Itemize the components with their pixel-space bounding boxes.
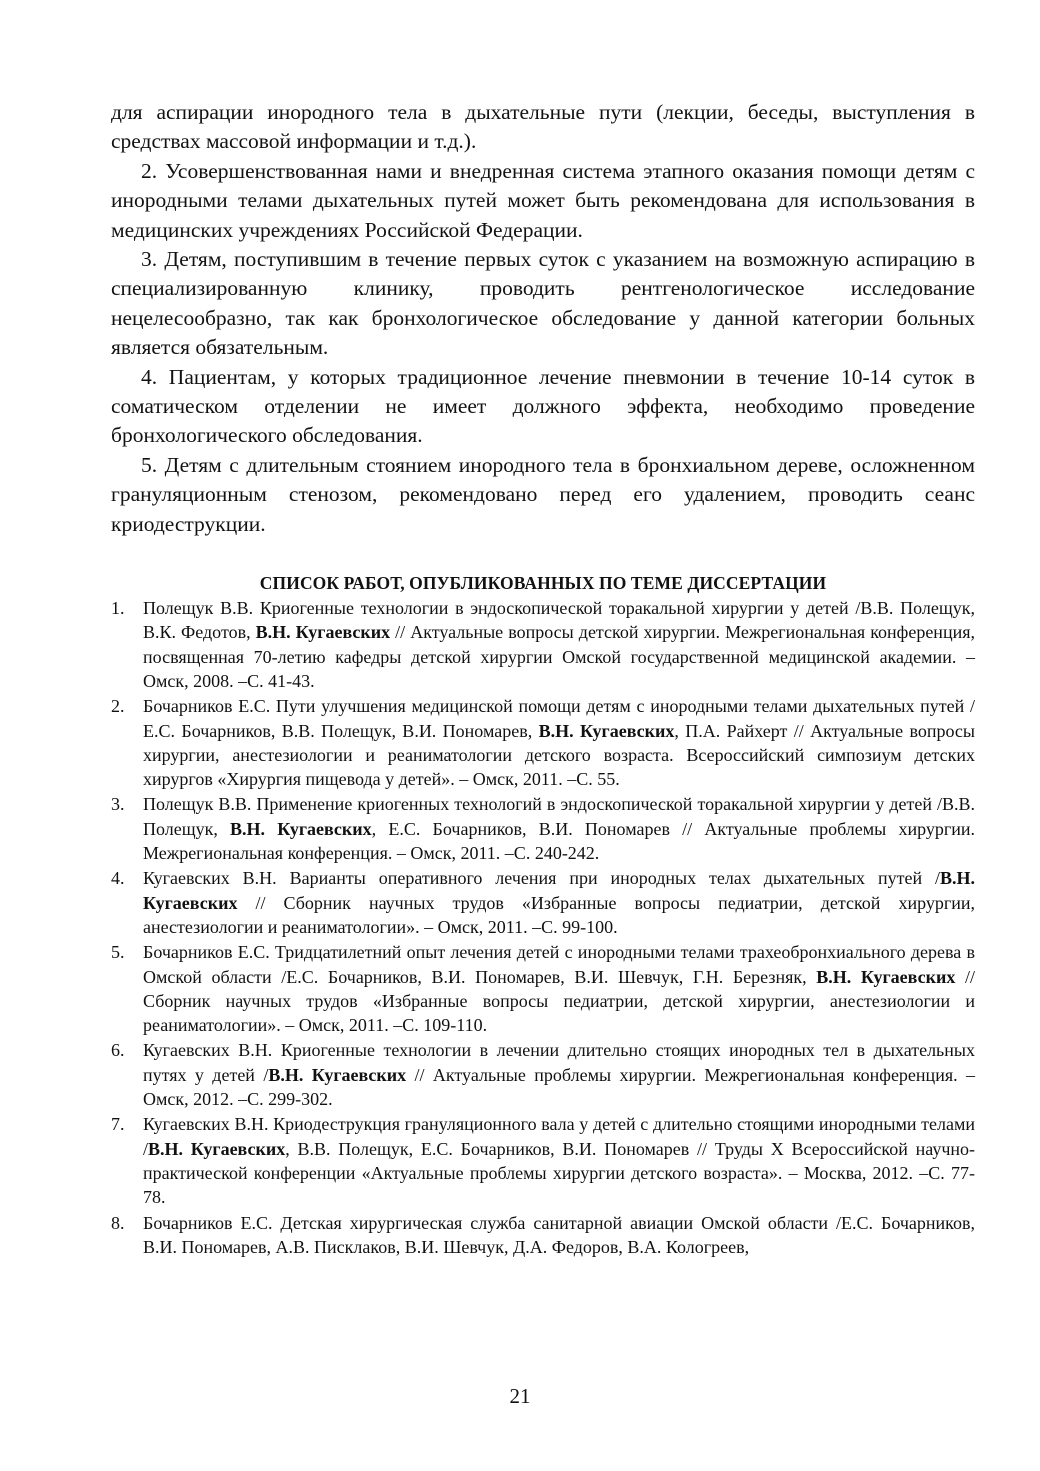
reference-item <box>111 596 975 693</box>
reference-author-bold: В.Н. Кугаевских <box>230 818 372 839</box>
reference-number: 8. <box>111 1212 125 1233</box>
reference-text: // Сборник научных трудов «Избранные вопросы педиатрии, детской хирургии, анестезиологии и реаниматологии». – Омск, 2011. –С. 109-110. <box>143 966 975 1036</box>
reference-item <box>111 1112 975 1209</box>
reference-number: 3. <box>111 794 125 815</box>
body-text <box>111 98 975 539</box>
paragraph: 5. Детям с длительным стоянием инородного тела в бронхиальном дереве, осложненном грануляционным стенозом, рекомендовано перед его удалением, проводить сеанс криодеструкции. <box>111 452 975 536</box>
reference-text: // Актуальные вопросы детской хирургии. Межрегиональная конференция, посвященная 70-летию кафедры детской хирургии Омской государственной медицинской академии. – Омск, 2008. –С. 41-43. <box>143 622 975 691</box>
page-content <box>111 98 975 1260</box>
reference-text: , В.В. Полещук, Е.С. Бочарников, В.И. Пономарев // Труды X Всероссийской научно-практической конференции «Актуальные проблемы хирургии детского возраста». – Москва, 2012. –С. 77-78. <box>143 1138 975 1208</box>
reference-number: 5. <box>111 942 125 963</box>
reference-text: // Сборник научных трудов «Избранные вопросы педиатрии, детской хирургии, анестезиологии и реаниматологии». – Омск, 2011. –С. 99-100. <box>143 892 975 937</box>
reference-text: Бочарников Е.С. Детская хирургическая служба санитарной авиации Омской области /Е.С. Бочарников, В.И. Пономарев, А.В. Писклаков, В.И. Шевчук, Д.А. Федоров, В.А. Кологреев, <box>143 1212 975 1257</box>
reference-text: Кугаевских В.Н. Криогенные технологии в лечении длительно стоящих инородных тел в дыхательных путях у детей / <box>143 1040 975 1085</box>
paragraph: 2. Усовершенствованная нами и внедренная система этапного оказания помощи детям с инородными телами дыхательных путей может быть рекомендована для использования в медицинских учреждениях Российской Федерации. <box>111 158 975 242</box>
reference-text: // Актуальные проблемы хирургии. Межрегиональная конференция. – Омск, 2012. –С. 299-302. <box>143 1064 975 1110</box>
reference-number: 4. <box>111 868 125 889</box>
reference-number: 6. <box>111 1040 125 1061</box>
section-heading: СПИСОК РАБОТ, ОПУБЛИКОВАННЫХ ПО ТЕМЕ ДИССЕРТАЦИИ <box>259 573 827 594</box>
paragraph: 4. Пациентам, у которых традиционное лечение пневмонии в течение 10-14 суток в соматическом отделении не имеет должного эффекта, необходимо проведение бронхологического обследования. <box>111 364 975 448</box>
reference-text: Кугаевских В.Н. Варианты оперативного лечения при инородных телах дыхательных путей / <box>143 868 940 889</box>
reference-item <box>111 694 975 791</box>
reference-text: Бочарников Е.С. Пути улучшения медицинской помощи детям с инородными телами дыхательных путей /Е.С. Бочарников, В.В. Полещук, В.И. Пономарев, <box>143 696 975 741</box>
reference-item <box>111 792 975 865</box>
paragraph: для аспирации инородного тела в дыхательные пути (лекции, беседы, выступления в средствах массовой информации и т.д.). <box>111 100 975 154</box>
reference-item <box>111 1038 975 1111</box>
reference-number: 7. <box>111 1114 125 1135</box>
reference-author-bold: В.Н. Кугаевских <box>148 1138 286 1159</box>
paragraph: 3. Детям, поступившим в течение первых суток с указанием на возможную аспирацию в специализированную клинику, проводить рентгенологическое исследование нецелесообразно, так как бронхологическое обследование у данной категории больных является обязательным. <box>111 247 975 360</box>
reference-item <box>111 866 975 939</box>
reference-author-bold: В.Н. Кугаевских <box>816 966 956 987</box>
reference-list <box>111 596 975 1259</box>
reference-item <box>111 940 975 1037</box>
reference-text: Бочарников Е.С. Тридцатилетний опыт лечения детей с инородными телами трахеобронхиального дерева в Омской области /Е.С. Бочарников, В.И. Пономарев, В.И. Шевчук, Г.Н. Березняк, <box>143 942 975 987</box>
reference-number: 1. <box>111 598 125 619</box>
reference-author-bold: В.Н. Кугаевских <box>538 720 675 741</box>
reference-text: , Е.С. Бочарников, В.И. Пономарев // Актуальные проблемы хирургии. Межрегиональная конференция. – Омск, 2011. –С. 240-242. <box>143 818 975 864</box>
reference-item <box>111 1211 975 1260</box>
reference-text: , П.А. Райхерт // Актуальные вопросы хирургии, анестезиологии и реаниматологии детского возраста. Всероссийский симпозиум детских хирургов «Хирургия пищевода у детей». – Омск, 2011. –С. 55. <box>143 720 975 790</box>
reference-text: Полещук В.В. Применение криогенных технологий в эндоскопической торакальной хирургии у детей /В.В. Полещук, <box>143 794 975 839</box>
reference-author-bold: В.Н. Кугаевских <box>143 868 975 913</box>
reference-author-bold: В.Н. Кугаевских <box>268 1064 407 1085</box>
reference-number: 2. <box>111 696 125 717</box>
reference-author-bold: В.Н. Кугаевских <box>255 622 391 643</box>
page-number: 21 <box>509 1384 531 1408</box>
reference-text: Полещук В.В. Криогенные технологии в эндоскопической торакальной хирургии у детей /В.В. Полещук, В.К. Федотов, <box>143 598 975 643</box>
reference-text: Кугаевских В.Н. Криодеструкция грануляционного вала у детей с длительно стоящими инородными телами / <box>143 1114 975 1159</box>
